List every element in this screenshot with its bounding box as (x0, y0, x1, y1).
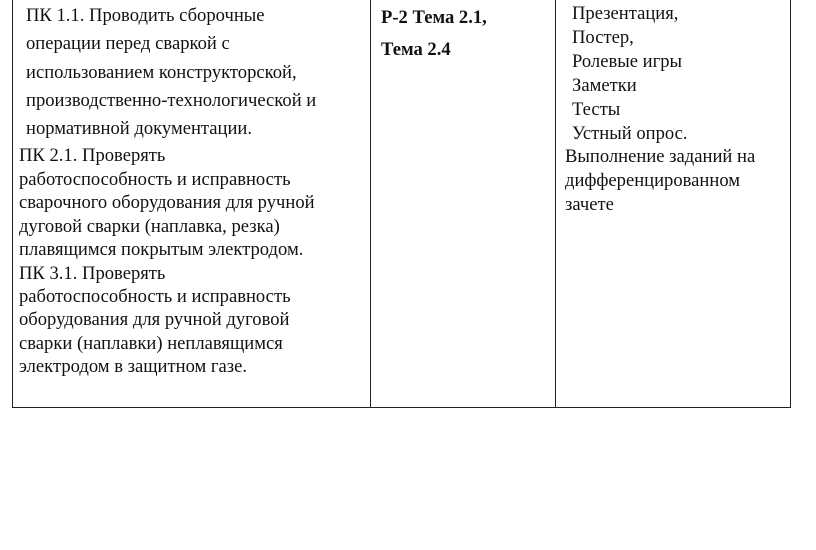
final-assessment-line: зачете (565, 193, 614, 215)
topic-line: Тема 2.4 (381, 39, 451, 60)
competency-pk-3-1 (19, 262, 370, 379)
assessment-form: Ролевые игры (572, 50, 683, 72)
assessment-form: Презентация, (572, 3, 679, 24)
final-assessment-line: Выполнение заданий на (565, 146, 756, 168)
competency-pk-2-1 (19, 144, 370, 261)
competency-line: ПК 3.1. Проверять (19, 262, 166, 284)
competency-pk-1-1 (20, 0, 370, 143)
competency-line: дуговой сварки (наплавка, резка) (19, 215, 280, 237)
competency-line: плавящимся покрытым электродом. (19, 239, 304, 261)
competency-line: ПК 1.1. Проводить сборочные (26, 5, 265, 26)
topics-cell (381, 0, 551, 64)
assessment-form: Заметки (572, 74, 637, 96)
assessment-form: Тесты (572, 98, 621, 120)
competency-line: операции перед сваркой с (26, 33, 230, 55)
competency-line: использованием конструкторской, (26, 61, 297, 83)
competency-line: оборудования для ручной дуговой (19, 309, 290, 331)
column-divider (370, 0, 371, 408)
topic-line: Р-2 Тема 2.1, (381, 7, 487, 28)
final-assessment-line: дифференцированном (565, 170, 741, 192)
assessment-form: Постер, (572, 26, 634, 48)
assessment-form: Устный опрос. (572, 122, 688, 144)
competency-line: сварочного оборудования для ручной (19, 192, 315, 214)
column-divider (555, 0, 556, 408)
competency-line: производственно-технологической и (26, 89, 317, 111)
competency-line: ПК 2.1. Проверять (19, 145, 166, 167)
competencies-cell (20, 0, 370, 379)
competency-line: сварки (наплавки) неплавящимся (19, 332, 283, 354)
competency-line: работоспособность и исправность (19, 168, 291, 190)
assessment-cell (563, 0, 788, 216)
competency-line: электродом в защитном газе. (19, 356, 248, 378)
competency-line: работоспособность и исправность (19, 285, 291, 307)
competency-line: нормативной документации. (26, 118, 253, 140)
